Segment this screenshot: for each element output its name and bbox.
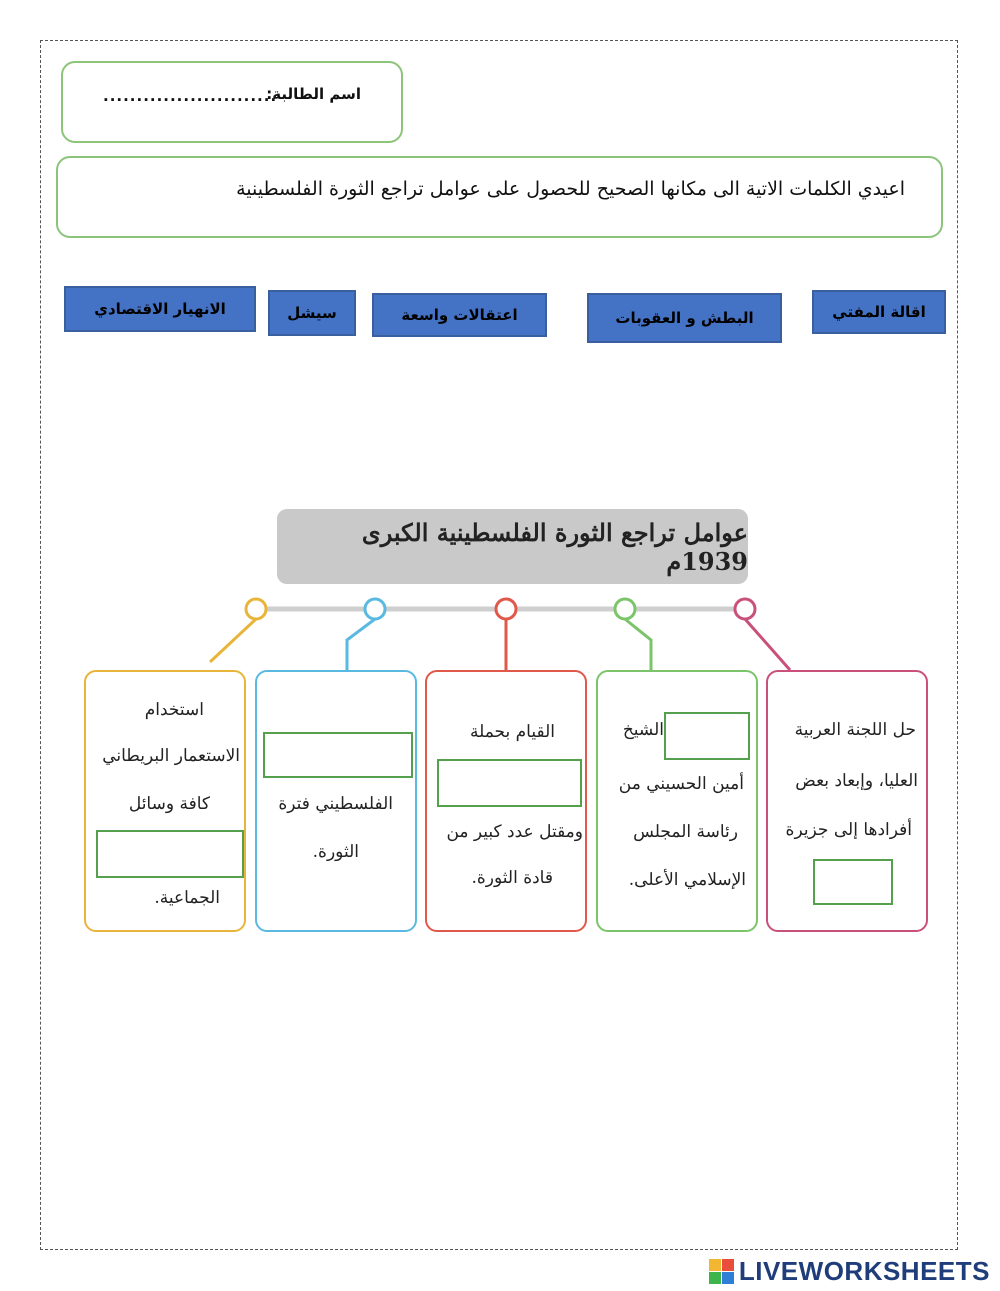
yellow-node-icon <box>246 599 266 619</box>
card2-line4: الإسلامي الأعلى. <box>628 870 746 890</box>
drop-zone-card5[interactable] <box>96 830 244 878</box>
card1-line1: حل اللجنة العربية <box>794 720 916 740</box>
card3-line2: ومقتل عدد كبير من <box>446 822 583 842</box>
blue-node-icon <box>365 599 385 619</box>
pink-node-icon <box>735 599 755 619</box>
liveworksheets-logo <box>709 1256 990 1287</box>
card3-line1: القيام بحملة <box>469 722 555 742</box>
student-name-box <box>61 61 403 143</box>
card2-line2: أمين الحسيني من <box>618 774 744 794</box>
drop-zone-card1[interactable] <box>813 859 893 905</box>
student-name-label: اسم الطالبة: <box>266 85 361 103</box>
diagram-title: عوامل تراجع الثورة الفلسطينية الكبرى 1939م <box>277 509 748 584</box>
liveworksheets-brand: LIVEWORKSHEETS <box>738 1256 990 1286</box>
card5-line1: استخدام <box>144 700 204 720</box>
factor-card-5 <box>84 670 246 932</box>
card2-line1: الشيخ <box>622 720 664 740</box>
factor-card-4 <box>255 670 417 932</box>
word-chip-seychelles[interactable]: سيشل <box>268 290 356 336</box>
card5-line2: الاستعمار البريطاني <box>102 746 240 766</box>
green-node-icon <box>615 599 635 619</box>
card5-line4: الجماعية. <box>154 888 220 908</box>
word-chip-repression[interactable]: البطش و العقوبات <box>587 293 782 343</box>
card3-line3: قادة الثورة. <box>471 868 553 888</box>
drop-zone-card4[interactable] <box>263 732 413 778</box>
liveworksheets-logo-icon <box>709 1259 735 1285</box>
card1-line2: العليا، وإبعاد بعض <box>795 771 918 791</box>
student-name-field[interactable]: .......................... <box>103 87 278 105</box>
instruction-box <box>56 156 943 238</box>
word-chip-arrests[interactable]: اعتقالات واسعة <box>372 293 547 337</box>
word-chip-mufti-dismissal[interactable]: اقالة المفتي <box>812 290 946 334</box>
card1-line3: أفرادها إلى جزيرة <box>785 820 912 840</box>
factor-card-3 <box>425 670 587 932</box>
card4-line2: الثورة. <box>312 842 359 862</box>
factor-card-2 <box>596 670 758 932</box>
card2-line3: رئاسة المجلس <box>633 822 738 842</box>
word-chip-economic-collapse[interactable]: الانهيار الاقتصادي <box>64 286 256 332</box>
card5-line3: كافة وسائل <box>128 794 210 814</box>
card4-line1: الفلسطيني فترة <box>278 794 393 814</box>
instruction-text: اعيدي الكلمات الاتية الى مكانها الصحيح للحصول على عوامل تراجع الثورة الفلسطينية <box>236 178 905 200</box>
connector-lines <box>0 590 1000 680</box>
drop-zone-card3[interactable] <box>437 759 582 807</box>
drop-zone-card2[interactable] <box>664 712 750 760</box>
red-node-icon <box>496 599 516 619</box>
factor-card-1 <box>766 670 928 932</box>
